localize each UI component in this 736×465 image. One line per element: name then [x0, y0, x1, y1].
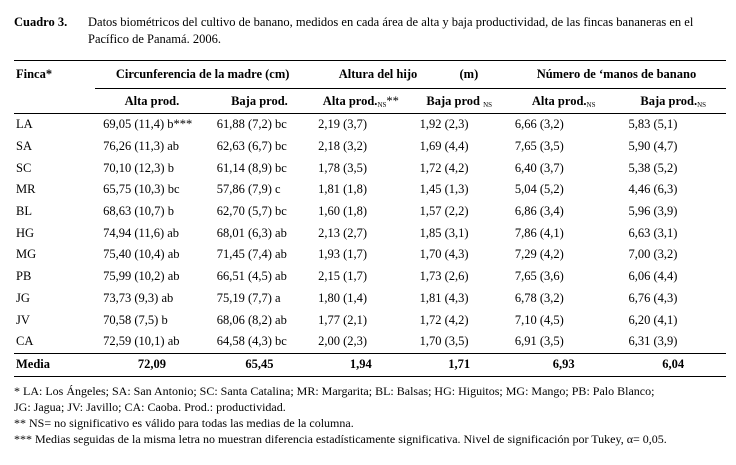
data-cell: 2,00 (2,3) [318, 334, 368, 349]
data-cell: 1,78 (3,5) [318, 160, 368, 175]
data-cell: 7,00 (3,2) [628, 247, 678, 262]
header-manos: Número de ‘manos de banano [507, 61, 726, 89]
data-cell: 76,26 (11,3) ab [103, 139, 180, 154]
header-altura-unit: (m) [459, 67, 479, 81]
finca-code: BL [16, 204, 32, 219]
footnote-marker: ** [386, 93, 399, 108]
data-cell: 2,13 (2,7) [318, 225, 368, 240]
mean-value: 72,09 [137, 357, 166, 372]
finca-code: LA [16, 117, 33, 132]
data-cell: 7,29 (4,2) [514, 247, 564, 262]
table-row [14, 309, 726, 331]
header-alta-manos-label: Alta prod. [531, 93, 587, 108]
data-cell: 6,86 (3,4) [514, 204, 564, 219]
table-row [14, 136, 726, 158]
data-cell: 1,72 (4,2) [419, 160, 469, 175]
data-cell: 1,85 (3,1) [419, 225, 469, 240]
data-cell: 70,58 (7,5) b [103, 312, 168, 327]
data-cell: 64,58 (4,3) bc [216, 334, 287, 349]
finca-code: SA [16, 139, 32, 154]
mean-label: Media [16, 357, 51, 372]
data-cell: 69,05 (11,4) b*** [103, 117, 193, 132]
mean-value: 65,45 [245, 357, 274, 372]
data-cell: 6,40 (3,7) [514, 160, 564, 175]
data-cell: 7,10 (4,5) [514, 312, 564, 327]
data-cell: 1,81 (1,8) [318, 182, 368, 197]
data-cell: 1,92 (2,3) [419, 117, 469, 132]
data-cell: 75,40 (10,4) ab [103, 247, 180, 262]
header-altura-title: Altura del hijo [338, 67, 418, 81]
data-cell: 57,86 (7,9) c [216, 182, 281, 197]
table-row [14, 201, 726, 223]
data-cell: 68,01 (6,3) ab [216, 225, 287, 240]
table-row [14, 331, 726, 353]
data-cell: 61,14 (8,9) bc [216, 160, 287, 175]
data-cell: 62,63 (6,7) bc [216, 139, 287, 154]
data-cell: 6,78 (3,2) [514, 290, 564, 305]
data-cell: 62,70 (5,7) bc [216, 204, 287, 219]
data-cell: 1,69 (4,4) [419, 139, 469, 154]
data-cell: 2,18 (3,2) [318, 139, 368, 154]
table-row [14, 288, 726, 310]
header-baja-manos [620, 89, 726, 114]
table-row [14, 157, 726, 179]
finca-code: CA [16, 334, 34, 349]
mean-value: 1,71 [448, 357, 471, 372]
footnote-ns: ** NS= no significativo es válido para todas las medias de la columna. [14, 416, 354, 430]
data-cell: 2,19 (3,7) [318, 117, 368, 132]
data-cell: 1,73 (2,6) [419, 269, 469, 284]
finca-code: JG [16, 290, 30, 305]
header-altura [310, 61, 507, 89]
data-cell: 6,63 (3,1) [628, 225, 678, 240]
data-cell: 5,90 (4,7) [628, 139, 678, 154]
data-cell: 1,72 (4,2) [419, 312, 469, 327]
table-row [14, 114, 726, 136]
finca-code: MG [16, 247, 37, 262]
table-row [14, 179, 726, 201]
header-alta-altura [310, 89, 411, 114]
data-cell: 7,65 (3,5) [514, 139, 564, 154]
header-alta-manos [507, 89, 621, 114]
header-baja-altura-label: Baja prod [426, 93, 480, 108]
mean-row [14, 353, 726, 376]
data-cell: 6,76 (4,3) [628, 290, 678, 305]
data-cell: 1,60 (1,8) [318, 204, 368, 219]
data-cell: 5,38 (5,2) [628, 160, 678, 175]
data-cell: 6,66 (3,2) [514, 117, 564, 132]
footnote-tukey: *** Medias seguidas de la misma letra no muestran diferencia estadísticamente significativa. Nivel de significación por Tukey, α= 0,05. [14, 432, 667, 446]
finca-code: MR [16, 182, 36, 197]
header-empty [14, 89, 95, 114]
finca-code: SC [16, 160, 32, 175]
table-caption [14, 14, 726, 48]
finca-code: HG [16, 225, 35, 240]
mean-value: 1,94 [349, 357, 372, 372]
ns-marker: NS [377, 100, 387, 109]
table-footnotes [14, 383, 726, 447]
header-baja-manos-label: Baja prod. [640, 93, 698, 108]
data-cell: 1,81 (4,3) [419, 290, 469, 305]
data-cell: 75,19 (7,7) a [216, 290, 281, 305]
data-cell: 1,45 (1,3) [419, 182, 469, 197]
data-cell: 1,80 (1,4) [318, 290, 368, 305]
data-cell: 1,70 (4,3) [419, 247, 469, 262]
header-row-subcolumns [14, 89, 726, 114]
data-cell: 1,77 (2,1) [318, 312, 368, 327]
header-finca: Finca* [16, 67, 53, 82]
finca-code: PB [16, 269, 32, 284]
data-cell: 65,75 (10,3) bc [103, 182, 180, 197]
header-alta-altura-label: Alta prod. [322, 93, 378, 108]
caption-label: Cuadro 3. [14, 15, 68, 29]
footnote-abbreviations: * LA: Los Ángeles; SA: San Antonio; SC: Santa Catalina; MR: Margarita; BL: Balsas; HG: Higuitos; MG: Mango; PB: Palo Blanco; [14, 384, 655, 398]
ns-marker: NS [586, 100, 596, 109]
data-cell: 68,63 (10,7) b [103, 204, 174, 219]
mean-value: 6,04 [662, 357, 685, 372]
table-body [14, 114, 726, 354]
caption-text: Datos biométricos del cultivo de banano, medidos en cada área de alta y baja productividad, de las fincas bananeras en el Pacífico de Panamá. 2006. [88, 15, 694, 46]
header-alta-circ: Alta prod. [124, 93, 180, 108]
data-cell: 1,70 (3,5) [419, 334, 469, 349]
table-row [14, 222, 726, 244]
header-row-groups [14, 61, 726, 89]
header-baja-altura [412, 89, 507, 114]
data-cell: 66,51 (4,5) ab [216, 269, 287, 284]
data-cell: 2,15 (1,7) [318, 269, 368, 284]
data-cell: 6,06 (4,4) [628, 269, 678, 284]
data-cell: 61,88 (7,2) bc [216, 117, 287, 132]
data-cell: 7,86 (4,1) [514, 225, 564, 240]
data-cell: 6,31 (3,9) [628, 334, 678, 349]
data-cell: 73,73 (9,3) ab [103, 290, 174, 305]
data-cell: 6,20 (4,1) [628, 312, 678, 327]
data-cell: 5,83 (5,1) [628, 117, 678, 132]
header-circunferencia: Circunferencia de la madre (cm) [95, 61, 310, 89]
data-cell: 75,99 (10,2) ab [103, 269, 180, 284]
finca-code: JV [16, 312, 30, 327]
data-cell: 5,96 (3,9) [628, 204, 678, 219]
header-baja-circ: Baja prod. [231, 93, 288, 108]
data-cell: 4,46 (6,3) [628, 182, 678, 197]
data-cell: 5,04 (5,2) [514, 182, 564, 197]
data-cell: 68,06 (8,2) ab [216, 312, 287, 327]
table-row [14, 266, 726, 288]
data-cell: 1,57 (2,2) [419, 204, 469, 219]
data-cell: 71,45 (7,4) ab [216, 247, 287, 262]
data-cell: 70,10 (12,3) b [103, 160, 174, 175]
data-cell: 1,93 (1,7) [318, 247, 368, 262]
table-row [14, 244, 726, 266]
biometric-data-table [14, 60, 726, 377]
mean-value: 6,93 [552, 357, 575, 372]
ns-marker: NS [697, 100, 707, 109]
data-cell: 7,65 (3,6) [514, 269, 564, 284]
footnote-abbreviations-cont: JG: Jagua; JV: Javillo; CA: Caoba. Prod.: productividad. [14, 400, 286, 414]
data-cell: 6,91 (3,5) [514, 334, 564, 349]
ns-marker: NS [483, 100, 493, 109]
data-cell: 74,94 (11,6) ab [103, 225, 180, 240]
data-cell: 72,59 (10,1) ab [103, 334, 180, 349]
